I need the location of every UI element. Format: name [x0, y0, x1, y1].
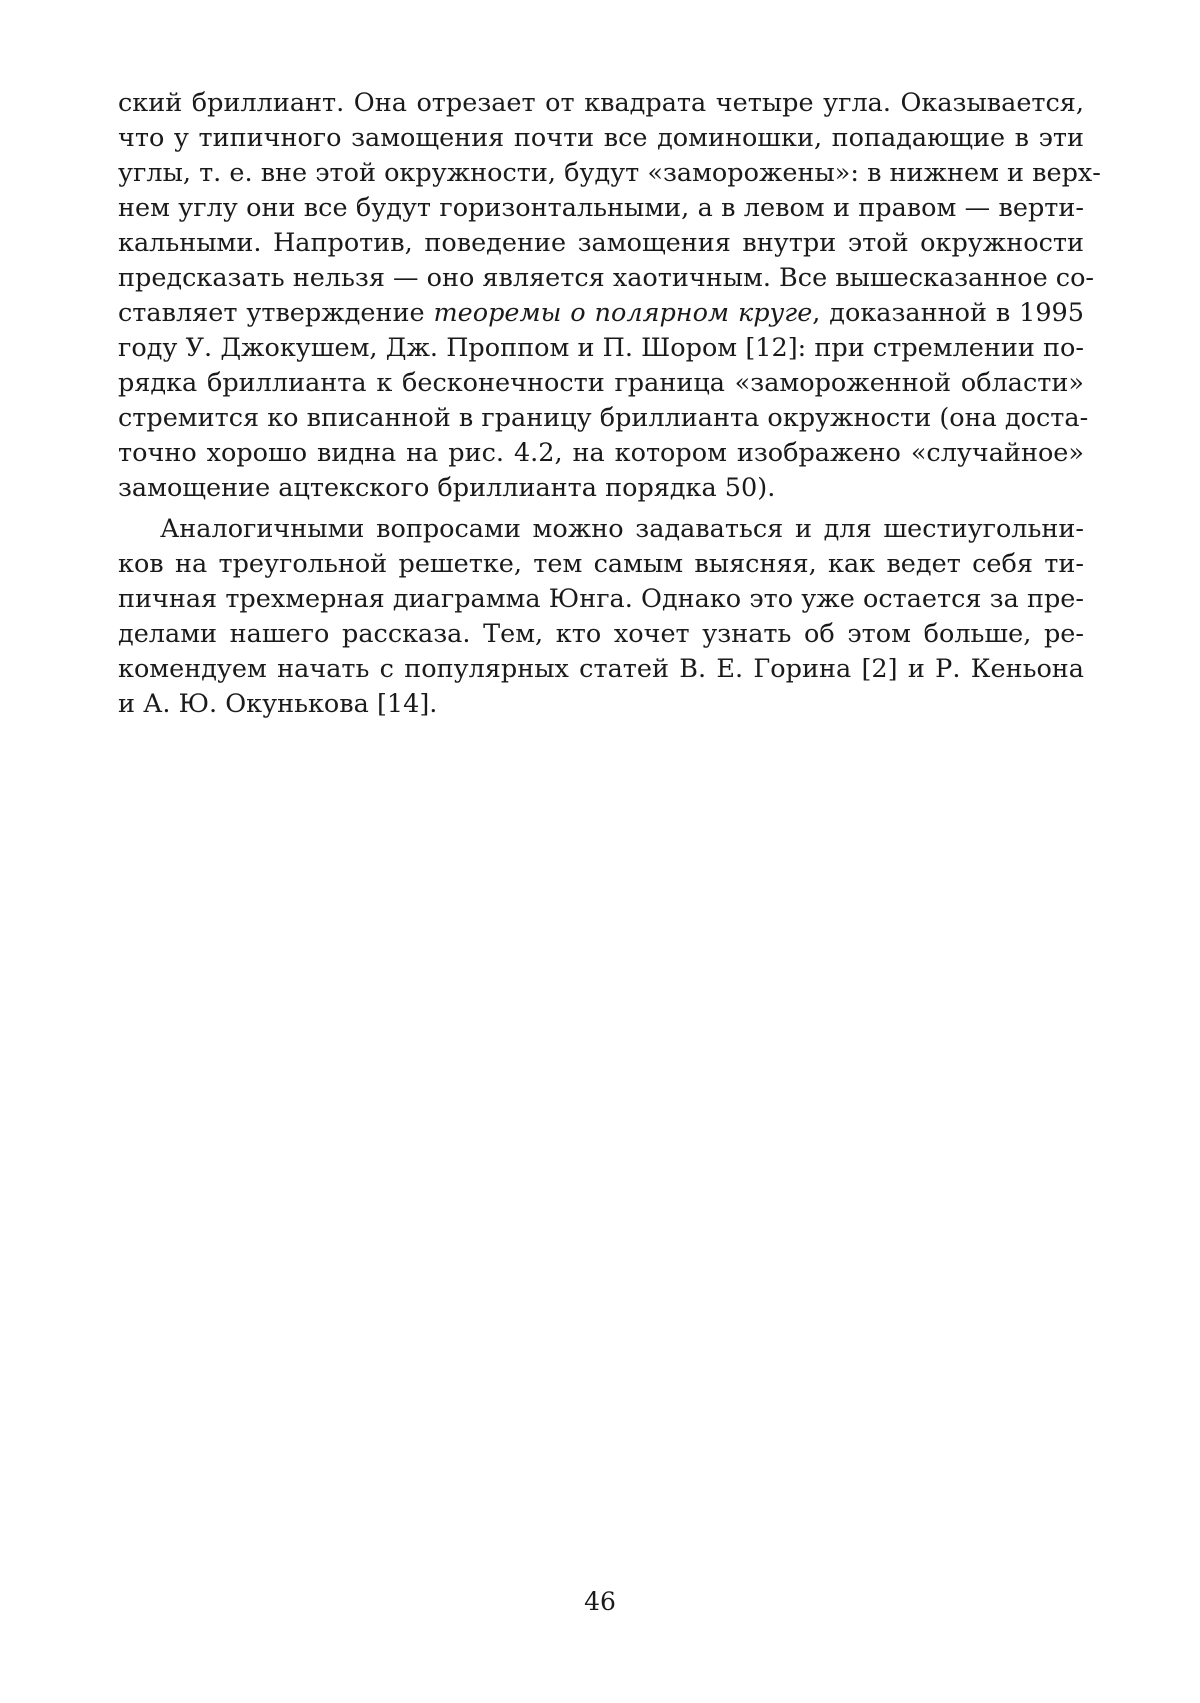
text-line: точно хорошо видна на рис. 4.2, на котором изображено «случайное» — [118, 436, 1084, 471]
text-line: углы, т. е. вне этой окружности, будут «заморожены»: в нижнем и верх- — [118, 156, 1084, 191]
text-line: нем углу они все будут горизонтальными, а в левом и правом — верти- — [118, 191, 1084, 226]
text-line: Аналогичными вопросами можно задаваться и для шестиугольни- — [118, 512, 1084, 547]
page-number: 46 — [0, 1586, 1200, 1618]
text-segment: ставляет утверждение — [118, 298, 433, 328]
text-line: делами нашего рассказа. Тем, кто хочет узнать об этом больше, ре- — [118, 617, 1084, 652]
text-line: ский бриллиант. Она отрезает от квадрата четыре угла. Оказывается, — [118, 86, 1084, 121]
paragraph-polar-circle — [118, 86, 1084, 506]
text-line: стремится ко вписанной в границу бриллианта окружности (она доста- — [118, 401, 1084, 436]
text-block — [118, 86, 1084, 722]
text-line: что у типичного замощения почти все доминошки, попадающие в эти — [118, 121, 1084, 156]
text-line: предсказать нельзя — оно является хаотичным. Все вышесказанное со- — [118, 261, 1084, 296]
text-segment: , доказанной в 1995 — [812, 298, 1084, 328]
text-line: ков на треугольной решетке, тем самым выясняя, как ведет себя ти- — [118, 547, 1084, 582]
text-line: пичная трехмерная диаграмма Юнга. Однако это уже остается за пре- — [118, 582, 1084, 617]
text-line: рядка бриллианта к бесконечности граница «замороженной области» — [118, 366, 1084, 401]
text-line-with-theorem — [118, 296, 1084, 331]
text-line: замощение ацтекского бриллианта порядка 50). — [118, 471, 1084, 506]
text-line: комендуем начать с популярных статей В. Е. Горина [2] и Р. Кеньона — [118, 652, 1084, 687]
paragraph-hexagons — [118, 512, 1084, 722]
text-line: кальными. Напротив, поведение замощения внутри этой окружности — [118, 226, 1084, 261]
book-page — [0, 0, 1200, 1703]
text-line: и А. Ю. Окунькова [14]. — [118, 687, 1084, 722]
theorem-name: теоремы о полярном круге — [433, 298, 812, 328]
text-line: году У. Джокушем, Дж. Проппом и П. Шором [12]: при стремлении по- — [118, 331, 1084, 366]
